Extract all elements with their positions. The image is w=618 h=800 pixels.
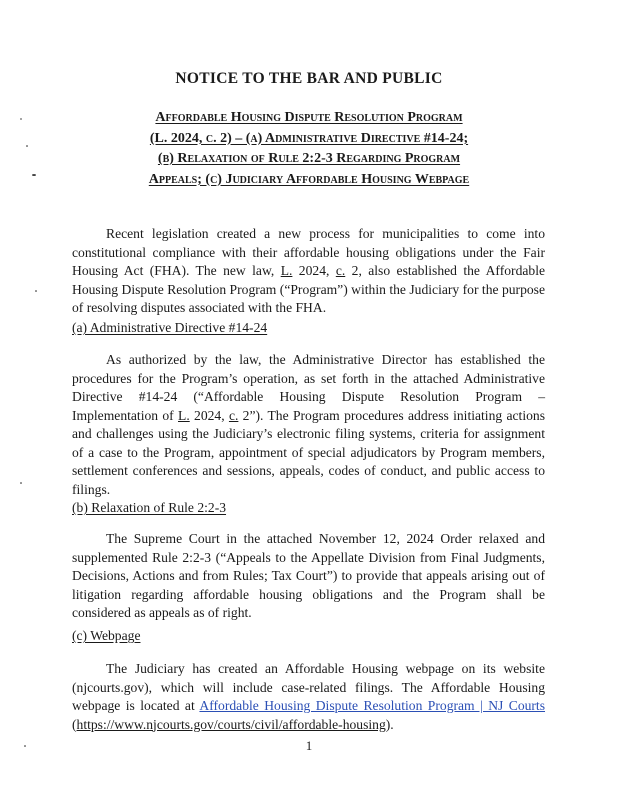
section-c-heading: (c) Webpage — [72, 628, 141, 643]
notice-title: NOTICE TO THE BAR AND PUBLIC — [175, 70, 443, 87]
section-a-paragraph: As authorized by the law, the Administrative Director has established the procedures for the Program’s operation, as set forth in the attached Administrative Directive #14-24 (“Affordable Housing Dispute Resolution Program – Implementation of L. 2024, c. 2”). The Program procedures address initiating actions and challenges using the Judiciary’s electronic filing systems, criteria for assignment of a case to the Program, appointment of special adjudicators by Program members, settlement conferences and sessions, appeals, codes of conduct, and public access to filings. — [72, 352, 545, 497]
law-citation-c: c. — [228, 407, 239, 423]
law-citation-l: L. — [280, 263, 293, 278]
page-number: 1 — [305, 738, 313, 753]
scan-speck — [20, 482, 22, 484]
subject-heading — [60, 108, 558, 190]
affordable-housing-link[interactable]: Affordable Housing Dispute Resolution Program | NJ Courts — [199, 698, 546, 713]
subject-line-1: Affordable Housing Dispute Resolution Program — [155, 110, 463, 125]
section-a-heading: (a) Administrative Directive #14-24 — [72, 320, 268, 335]
affordable-housing-url[interactable]: https://www.njcourts.gov/courts/civil/affordable-housing — [76, 716, 386, 732]
section-c-paragraph: The Judiciary has created an Affordable Housing webpage on its website (njcourts.gov), which will include case-related filings. The Affordable Housing webpage is located at Affordable Housing Dispute Resolution Program | NJ Courts (https://www.njcourts.gov/courts/civil/affordable-housing). — [72, 661, 546, 732]
subject-line-3: (b) Relaxation of Rule 2:2-3 Regarding Program — [157, 151, 461, 166]
scan-speck — [35, 290, 37, 292]
subject-line-4: Appeals; (c) Judiciary Affordable Housing Webpage — [148, 171, 470, 187]
intro-paragraph: Recent legislation created a new process for municipalities to come into constitutional compliance with their affordable housing obligations under the Fair Housing Act (FHA). The new law, L. 2024, c. 2, also established the Affordable Housing Dispute Resolution Program (“Program”) within the Judiciary for the purpose of resolving disputes associated with the FHA. — [72, 226, 546, 315]
subject-line-2: (L. 2024, c. 2) – (a) Administrative Directive #14-24; — [149, 130, 469, 146]
scan-speck — [24, 745, 26, 747]
law-citation-c: c. — [335, 263, 346, 278]
section-b-heading: (b) Relaxation of Rule 2:2-3 — [72, 500, 227, 515]
scan-speck — [26, 145, 28, 147]
scan-speck — [32, 174, 36, 176]
scan-speck — [20, 118, 22, 120]
section-b-paragraph: The Supreme Court in the attached November 12, 2024 Order relaxed and supplemented Rule 2:2-3 (“Appeals to the Appellate Division from Final Judgments, Decisions, Actions and from Rules; Tax Court”) to provide that appeals arising out of litigation regarding affordable housing obligations and the Program shall be considered as appeals as of right. — [72, 531, 545, 620]
law-citation-l: L. — [178, 407, 190, 423]
